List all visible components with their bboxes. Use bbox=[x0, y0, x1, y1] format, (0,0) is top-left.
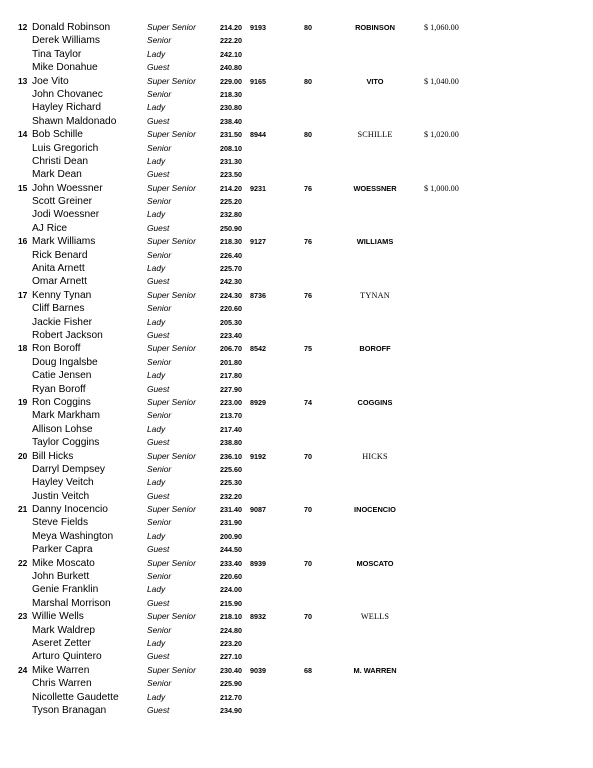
player-name: Marshal Morrison bbox=[32, 597, 111, 609]
player-name: Nicollette Gaudette bbox=[32, 691, 119, 703]
player-name: Chris Warren bbox=[32, 678, 92, 690]
player-category: Guest bbox=[147, 544, 170, 555]
player-category: Guest bbox=[147, 169, 170, 180]
player-row bbox=[0, 208, 593, 221]
player-name: Danny Inocencio bbox=[32, 504, 108, 516]
player-score: 201.80 bbox=[220, 357, 242, 367]
player-category: Super Senior bbox=[147, 504, 196, 515]
player-category: Lady bbox=[147, 530, 166, 541]
player-name: Mark Dean bbox=[32, 169, 82, 181]
player-score: 224.00 bbox=[220, 585, 242, 595]
team-points: 68 bbox=[304, 665, 312, 675]
player-name: Luis Gregorich bbox=[32, 142, 99, 154]
player-row bbox=[0, 316, 593, 329]
player-category: Guest bbox=[147, 222, 170, 233]
team-block bbox=[0, 182, 593, 236]
team-points: 80 bbox=[304, 76, 312, 86]
player-category: Super Senior bbox=[147, 396, 196, 407]
player-category: Senior bbox=[147, 196, 172, 207]
player-category: Lady bbox=[147, 209, 166, 220]
team-total: 9192 bbox=[250, 451, 266, 461]
team-name: WELLS bbox=[360, 612, 390, 622]
player-score: 218.30 bbox=[220, 89, 242, 99]
team-name: WILLIAMS bbox=[356, 237, 394, 247]
player-row bbox=[0, 463, 593, 476]
team-points: 70 bbox=[304, 558, 312, 568]
player-name: Joe Vito bbox=[32, 75, 69, 87]
team-block bbox=[0, 342, 593, 396]
player-score: 230.40 bbox=[220, 665, 242, 675]
player-name: Hayley Richard bbox=[32, 102, 102, 114]
team-points: 76 bbox=[304, 290, 312, 300]
player-category: Lady bbox=[147, 48, 166, 59]
player-category: Senior bbox=[147, 678, 172, 689]
player-name: Mike Donahue bbox=[32, 62, 98, 74]
player-category: Guest bbox=[147, 490, 170, 501]
team-rank: 15 bbox=[18, 182, 28, 193]
player-category: Super Senior bbox=[147, 343, 196, 354]
player-name: Cliff Barnes bbox=[32, 303, 85, 315]
player-score: 222.20 bbox=[220, 36, 242, 46]
player-name: Ryan Boroff bbox=[32, 383, 86, 395]
team-name: INOCENCIO bbox=[354, 505, 396, 515]
player-category: Super Senior bbox=[147, 611, 196, 622]
player-name: Omar Arnett bbox=[32, 276, 87, 288]
player-row bbox=[0, 691, 593, 704]
team-total: 9165 bbox=[250, 76, 266, 86]
player-name: Jackie Fisher bbox=[32, 316, 93, 328]
player-row bbox=[0, 329, 593, 342]
team-rank: 14 bbox=[18, 129, 28, 140]
player-row bbox=[0, 249, 593, 262]
player-category: Senior bbox=[147, 463, 172, 474]
player-category: Lady bbox=[147, 637, 166, 648]
player-category: Guest bbox=[147, 329, 170, 340]
player-score: 218.30 bbox=[220, 237, 242, 247]
player-category: Lady bbox=[147, 102, 166, 113]
player-row bbox=[0, 597, 593, 610]
team-name: MOSCATO bbox=[356, 558, 394, 568]
player-name: Taylor Coggins bbox=[32, 437, 100, 449]
team-rank: 12 bbox=[18, 22, 28, 32]
team-total: 8929 bbox=[250, 397, 266, 407]
player-name: Justin Veitch bbox=[32, 490, 90, 502]
player-name: Hayley Veitch bbox=[32, 477, 94, 489]
player-name: Kenny Tynan bbox=[32, 289, 92, 301]
player-category: Senior bbox=[147, 142, 172, 153]
player-category: Guest bbox=[147, 597, 170, 608]
player-row bbox=[0, 262, 593, 275]
player-row bbox=[0, 423, 593, 436]
player-score: 220.60 bbox=[220, 304, 242, 314]
player-score: 208.10 bbox=[220, 143, 242, 153]
player-category: Super Senior bbox=[147, 75, 196, 86]
team-block bbox=[0, 396, 593, 450]
player-name: Doug Ingalsbe bbox=[32, 356, 98, 368]
player-category: Guest bbox=[147, 276, 170, 287]
player-row bbox=[0, 450, 593, 463]
team-points: 76 bbox=[304, 183, 312, 193]
team-name: SCHILLE bbox=[357, 130, 393, 140]
player-name: Mark Williams bbox=[32, 236, 96, 248]
team-block bbox=[0, 503, 593, 557]
team-block bbox=[0, 450, 593, 504]
team-points: 70 bbox=[304, 451, 312, 461]
player-name: Meya Washington bbox=[32, 530, 114, 542]
player-score: 225.90 bbox=[220, 679, 242, 689]
player-row bbox=[0, 168, 593, 181]
player-category: Super Senior bbox=[147, 664, 196, 675]
player-row bbox=[0, 624, 593, 637]
player-row bbox=[0, 543, 593, 556]
player-name: Bob Schille bbox=[32, 129, 83, 141]
player-score: 223.20 bbox=[220, 638, 242, 648]
player-row bbox=[0, 490, 593, 503]
team-total: 9039 bbox=[250, 665, 266, 675]
team-name: TYNAN bbox=[360, 290, 390, 300]
player-score: 225.30 bbox=[220, 478, 242, 488]
team-block bbox=[0, 664, 593, 718]
player-row bbox=[0, 302, 593, 315]
player-category: Senior bbox=[147, 35, 172, 46]
player-name: Jodi Woessner bbox=[32, 209, 100, 221]
player-name: Ron Coggins bbox=[32, 396, 91, 408]
team-name: BOROFF bbox=[359, 344, 391, 354]
player-category: Lady bbox=[147, 691, 166, 702]
player-category: Guest bbox=[147, 704, 170, 715]
player-category: Senior bbox=[147, 517, 172, 528]
player-name: Scott Greiner bbox=[32, 196, 93, 208]
player-row bbox=[0, 369, 593, 382]
player-row bbox=[0, 222, 593, 235]
player-name: Mark Markham bbox=[32, 410, 100, 422]
team-points: 80 bbox=[304, 130, 312, 140]
player-score: 224.30 bbox=[220, 290, 242, 300]
player-row bbox=[0, 88, 593, 101]
team-name: COGGINS bbox=[357, 397, 393, 407]
player-name: Christi Dean bbox=[32, 155, 89, 167]
team-block bbox=[0, 289, 593, 343]
team-block bbox=[0, 557, 593, 611]
player-category: Senior bbox=[147, 356, 172, 367]
player-score: 224.80 bbox=[220, 625, 242, 635]
player-name: Bill Hicks bbox=[32, 450, 74, 462]
player-name: John Chovanec bbox=[32, 88, 103, 100]
player-row bbox=[0, 21, 593, 34]
player-row bbox=[0, 610, 593, 623]
player-row bbox=[0, 128, 593, 141]
player-category: Super Senior bbox=[147, 236, 196, 247]
player-row bbox=[0, 195, 593, 208]
player-row bbox=[0, 155, 593, 168]
team-name: M. WARREN bbox=[353, 665, 397, 675]
team-total: 8944 bbox=[250, 130, 266, 140]
player-score: 238.80 bbox=[220, 438, 242, 448]
team-points: 74 bbox=[304, 397, 312, 407]
player-category: Guest bbox=[147, 62, 170, 73]
player-name: Shawn Maldonado bbox=[32, 115, 117, 127]
player-name: Genie Franklin bbox=[32, 584, 99, 596]
player-category: Lady bbox=[147, 370, 166, 381]
team-prize: $ 1,040.00 bbox=[424, 76, 459, 86]
player-score: 238.40 bbox=[220, 116, 242, 126]
player-row bbox=[0, 664, 593, 677]
player-row bbox=[0, 61, 593, 74]
player-row bbox=[0, 650, 593, 663]
player-name: John Burkett bbox=[32, 571, 90, 583]
player-score: 231.30 bbox=[220, 156, 242, 166]
player-score: 250.90 bbox=[220, 223, 242, 233]
player-score: 230.80 bbox=[220, 103, 242, 113]
player-score: 232.80 bbox=[220, 210, 242, 220]
player-row bbox=[0, 557, 593, 570]
player-name: Mark Waldrep bbox=[32, 624, 96, 636]
player-row bbox=[0, 530, 593, 543]
team-prize: $ 1,060.00 bbox=[424, 23, 459, 32]
player-name: Arturo Quintero bbox=[32, 651, 102, 663]
player-category: Guest bbox=[147, 437, 170, 448]
player-row bbox=[0, 101, 593, 114]
player-row bbox=[0, 503, 593, 516]
team-rank: 19 bbox=[18, 396, 28, 407]
player-score: 220.60 bbox=[220, 572, 242, 582]
player-name: Mike Warren bbox=[32, 664, 90, 676]
team-points: 80 bbox=[304, 23, 312, 32]
team-points: 75 bbox=[304, 344, 312, 354]
player-score: 236.10 bbox=[220, 451, 242, 461]
player-category: Super Senior bbox=[147, 129, 196, 140]
player-name: Donald Robinson bbox=[32, 22, 111, 33]
player-name: Willie Wells bbox=[32, 611, 84, 623]
player-score: 242.30 bbox=[220, 277, 242, 287]
team-block bbox=[0, 235, 593, 289]
team-points: 70 bbox=[304, 505, 312, 515]
player-name: Steve Fields bbox=[32, 517, 89, 529]
player-score: 214.20 bbox=[220, 23, 242, 32]
team-points: 70 bbox=[304, 612, 312, 622]
player-category: Senior bbox=[147, 571, 172, 582]
team-name: HICKS bbox=[362, 451, 388, 461]
player-category: Senior bbox=[147, 410, 172, 421]
standings-sheet bbox=[0, 21, 593, 717]
player-score: 223.40 bbox=[220, 330, 242, 340]
player-category: Lady bbox=[147, 316, 166, 327]
player-row bbox=[0, 289, 593, 302]
player-row bbox=[0, 383, 593, 396]
player-name: Mike Moscato bbox=[32, 557, 95, 569]
player-score: 232.20 bbox=[220, 491, 242, 501]
player-score: 233.40 bbox=[220, 558, 242, 568]
player-score: 226.40 bbox=[220, 250, 242, 260]
player-row bbox=[0, 356, 593, 369]
team-rank: 18 bbox=[18, 343, 28, 354]
player-score: 240.80 bbox=[220, 63, 242, 73]
team-total: 8939 bbox=[250, 558, 266, 568]
player-row bbox=[0, 48, 593, 61]
player-row bbox=[0, 115, 593, 128]
player-category: Lady bbox=[147, 263, 166, 274]
player-category: Guest bbox=[147, 115, 170, 126]
team-total: 8932 bbox=[250, 612, 266, 622]
player-row bbox=[0, 182, 593, 195]
team-rank: 23 bbox=[18, 611, 28, 622]
player-row bbox=[0, 516, 593, 529]
player-name: Rick Benard bbox=[32, 249, 88, 261]
player-row bbox=[0, 637, 593, 650]
player-score: 214.20 bbox=[220, 183, 242, 193]
player-score: 229.00 bbox=[220, 76, 242, 86]
team-rank: 13 bbox=[18, 75, 28, 86]
player-row bbox=[0, 570, 593, 583]
player-score: 217.80 bbox=[220, 371, 242, 381]
team-rank: 20 bbox=[18, 450, 28, 461]
team-rank: 22 bbox=[18, 557, 28, 568]
player-score: 200.90 bbox=[220, 531, 242, 541]
team-rank: 16 bbox=[18, 236, 28, 247]
team-block bbox=[0, 21, 593, 75]
player-category: Lady bbox=[147, 477, 166, 488]
player-score: 206.70 bbox=[220, 344, 242, 354]
team-points: 76 bbox=[304, 237, 312, 247]
player-name: Tina Taylor bbox=[32, 48, 82, 60]
team-total: 9087 bbox=[250, 505, 266, 515]
player-category: Senior bbox=[147, 303, 172, 314]
team-total: 8542 bbox=[250, 344, 266, 354]
team-name: ROBINSON bbox=[355, 23, 395, 32]
player-row bbox=[0, 409, 593, 422]
player-name: Robert Jackson bbox=[32, 329, 103, 341]
player-score: 227.90 bbox=[220, 384, 242, 394]
player-name: AJ Rice bbox=[32, 222, 68, 234]
player-score: 231.50 bbox=[220, 130, 242, 140]
player-score: 223.00 bbox=[220, 397, 242, 407]
player-row bbox=[0, 34, 593, 47]
player-score: 205.30 bbox=[220, 317, 242, 327]
team-block bbox=[0, 75, 593, 129]
team-total: 8736 bbox=[250, 290, 266, 300]
player-name: Darryl Dempsey bbox=[32, 463, 106, 475]
player-row bbox=[0, 677, 593, 690]
team-prize: $ 1,020.00 bbox=[424, 130, 459, 140]
player-category: Super Senior bbox=[147, 450, 196, 461]
player-score: 215.90 bbox=[220, 598, 242, 608]
player-name: Anita Arnett bbox=[32, 263, 85, 275]
team-total: 9193 bbox=[250, 23, 266, 32]
player-score: 218.10 bbox=[220, 612, 242, 622]
player-name: Tyson Branagan bbox=[32, 704, 107, 716]
player-row bbox=[0, 75, 593, 88]
team-name: WOESSNER bbox=[353, 183, 397, 193]
team-rank: 21 bbox=[18, 504, 28, 515]
player-row bbox=[0, 476, 593, 489]
player-row bbox=[0, 704, 593, 717]
player-row bbox=[0, 275, 593, 288]
team-rank: 17 bbox=[18, 289, 28, 300]
team-block bbox=[0, 610, 593, 664]
player-score: 244.50 bbox=[220, 545, 242, 555]
player-row bbox=[0, 583, 593, 596]
player-category: Super Senior bbox=[147, 557, 196, 568]
team-name: VITO bbox=[366, 76, 384, 86]
player-row bbox=[0, 396, 593, 409]
player-category: Super Senior bbox=[147, 289, 196, 300]
player-score: 225.20 bbox=[220, 197, 242, 207]
team-rank: 24 bbox=[18, 664, 28, 675]
player-score: 225.70 bbox=[220, 264, 242, 274]
player-row bbox=[0, 142, 593, 155]
player-name: Parker Capra bbox=[32, 544, 93, 556]
team-prize: $ 1,000.00 bbox=[424, 183, 459, 193]
player-name: John Woessner bbox=[32, 182, 103, 194]
player-score: 212.70 bbox=[220, 692, 242, 702]
player-category: Super Senior bbox=[147, 22, 196, 32]
player-score: 217.40 bbox=[220, 424, 242, 434]
player-score: 234.90 bbox=[220, 705, 242, 715]
player-row bbox=[0, 235, 593, 248]
player-name: Allison Lohse bbox=[32, 423, 93, 435]
player-score: 223.50 bbox=[220, 170, 242, 180]
player-row bbox=[0, 342, 593, 355]
player-row bbox=[0, 436, 593, 449]
player-category: Senior bbox=[147, 624, 172, 635]
player-category: Senior bbox=[147, 88, 172, 99]
team-total: 9127 bbox=[250, 237, 266, 247]
player-name: Ron Boroff bbox=[32, 343, 81, 355]
player-category: Lady bbox=[147, 423, 166, 434]
player-name: Derek Williams bbox=[32, 35, 100, 47]
player-category: Guest bbox=[147, 651, 170, 662]
player-category: Lady bbox=[147, 584, 166, 595]
player-category: Guest bbox=[147, 383, 170, 394]
team-total: 9231 bbox=[250, 183, 266, 193]
player-category: Super Senior bbox=[147, 182, 196, 193]
player-name: Catie Jensen bbox=[32, 370, 92, 382]
player-category: Lady bbox=[147, 155, 166, 166]
player-category: Senior bbox=[147, 249, 172, 260]
player-score: 227.10 bbox=[220, 652, 242, 662]
team-block bbox=[0, 128, 593, 182]
player-score: 242.10 bbox=[220, 49, 242, 59]
player-score: 231.40 bbox=[220, 505, 242, 515]
player-score: 213.70 bbox=[220, 411, 242, 421]
player-score: 231.90 bbox=[220, 518, 242, 528]
player-score: 225.60 bbox=[220, 464, 242, 474]
player-name: Aseret Zetter bbox=[32, 637, 91, 649]
